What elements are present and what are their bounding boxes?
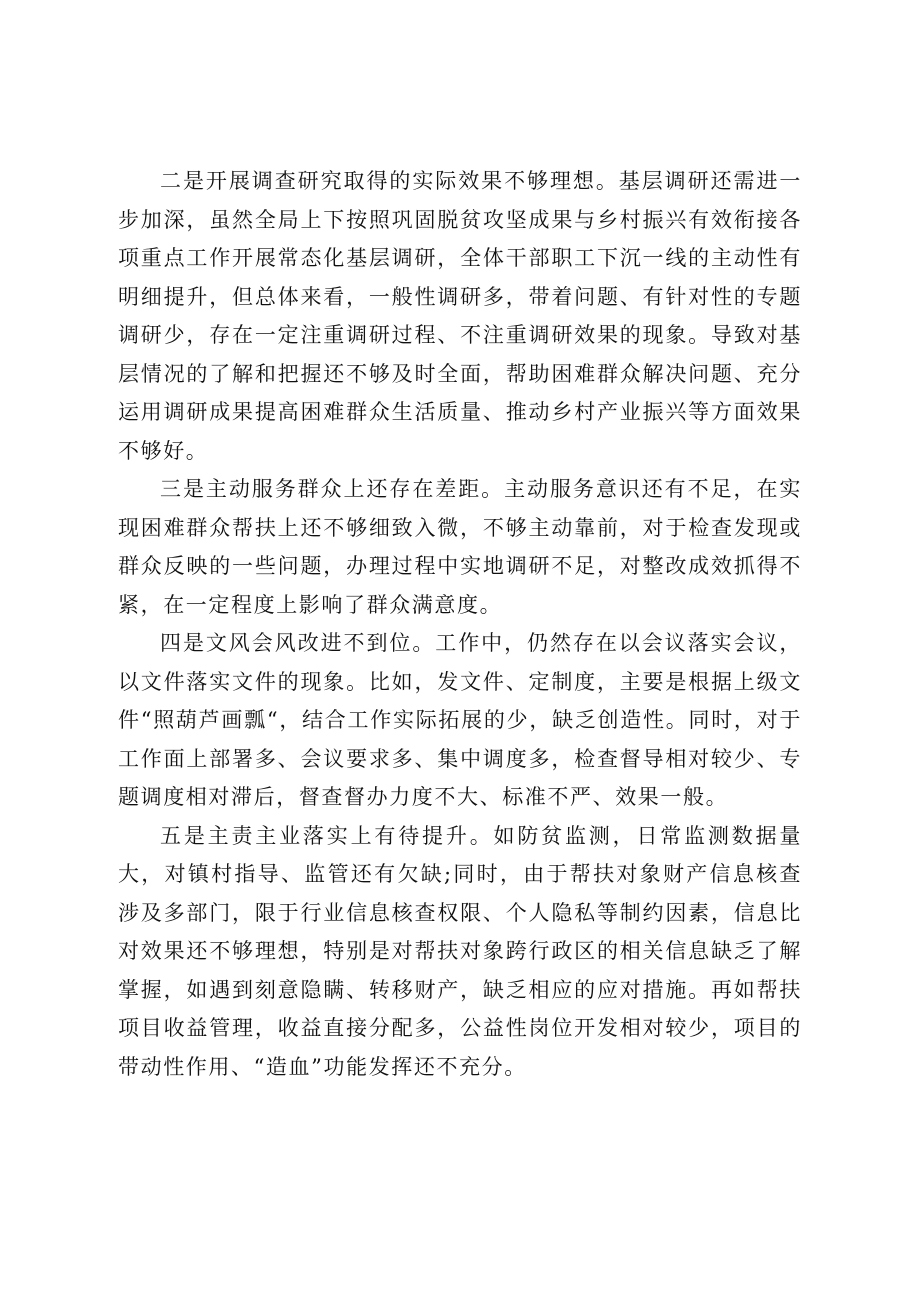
paragraph-main-duties: 五是主责主业落实上有待提升。如防贫监测，日常监测数据量大，对镇村指导、监管还有欠缺;同时，由于帮扶对象财产信息核查涉及多部门，限于行业信息核查权限、个人隐私等制约因素，信息比对效果还不够理想，特别是对帮扶对象跨行政区的相关信息缺乏了解掌握，如遇到刻意隐瞒、转移财产，缺乏相应的应对措施。再如帮扶项目收益管理，收益直接分配多，公益性岗位开发相对较少，项目的带动性作用、“造血”功能发挥还不充分。	[118, 823, 802, 1079]
paragraph-work-style: 四是文风会风改进不到位。工作中，仍然存在以会议落实会议，以文件落实文件的现象。比如，发文件、定制度，主要是根据上级文件“照葫芦画瓢“，结合工作实际拓展的少，缺乏创造性。同时，对于工作面上部署多、会议要求多、集中调度多，检查督导相对较少、专题调度相对滞后，督查督办力度不大、标准不严、效果一般。	[118, 631, 802, 809]
paragraph-serving-masses: 三是主动服务群众上还存在差距。主动服务意识还有不足，在实现困难群众帮扶上还不够细致入微，不够主动靠前，对于检查发现或群众反映的一些问题，办理过程中实地调研不足，对整改成效抓得不紧，在一定程度上影响了群众满意度。	[118, 477, 802, 617]
document-body	[118, 162, 802, 1086]
paragraph-research-effectiveness: 二是开展调查研究取得的实际效果不够理想。基层调研还需进一步加深，虽然全局上下按照巩固脱贫攻坚成果与乡村振兴有效衔接各项重点工作开展常态化基层调研，全体干部职工下沉一线的主动性有明细提升，但总体来看，一般性调研多，带着问题、有针对性的专题调研少，存在一定注重调研过程、不注重调研效果的现象。导致对基层情况的了解和把握还不够及时全面，帮助困难群众解决问题、充分运用调研成果提高困难群众生活质量、推动乡村产业振兴等方面效果不够好。	[118, 169, 802, 463]
